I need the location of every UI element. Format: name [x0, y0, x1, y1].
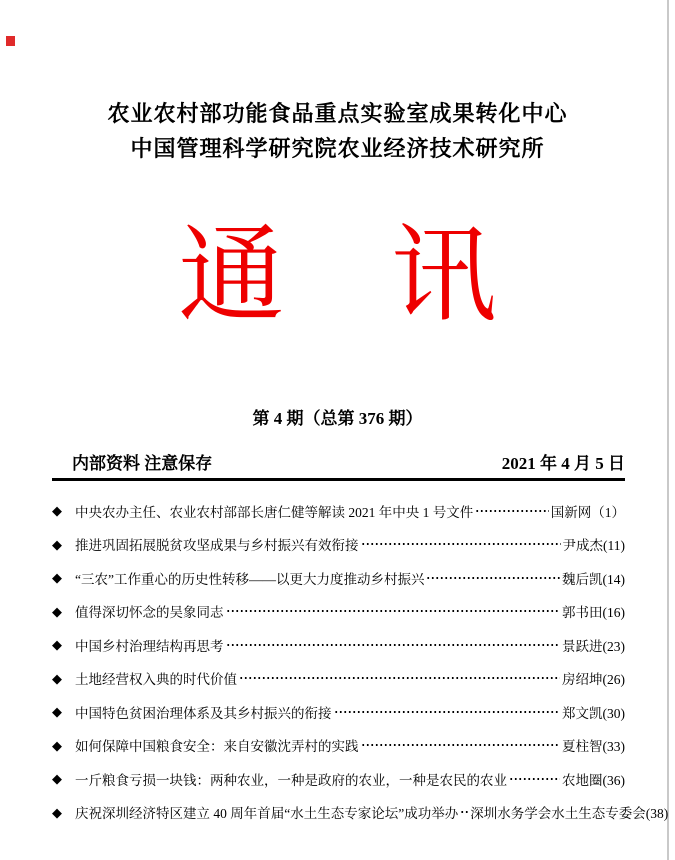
toc-item-source: 魏后凯(14) — [562, 571, 625, 587]
table-of-contents — [52, 494, 669, 829]
divider-rule — [52, 478, 625, 481]
toc-row — [52, 729, 625, 763]
diamond-bullet-icon: ◆ — [52, 737, 62, 753]
toc-item-source: 农地圈(36) — [562, 772, 625, 788]
org-line-2: 中国管理科学研究院农业经济技术研究所 — [130, 136, 545, 161]
diamond-bullet-icon: ◆ — [52, 704, 62, 720]
diamond-bullet-icon: ◆ — [52, 503, 62, 519]
toc-leader-dots — [226, 604, 561, 618]
red-scan-mark — [6, 36, 15, 46]
toc-item-title: 值得深切怀念的吴象同志 — [75, 605, 224, 621]
organization-header — [0, 96, 675, 166]
diamond-bullet-icon: ◆ — [52, 771, 62, 787]
toc-leader-dots — [460, 805, 468, 819]
toc-item-title: 土地经营权入典的时代价值 — [75, 672, 237, 688]
toc-item-source: 景跃进(23) — [562, 638, 625, 654]
toc-item-source: 房绍坤(26) — [562, 672, 625, 688]
toc-item-title: 庆祝深圳经济特区建立 40 周年首届“水土生态专家论坛”成功举办 — [75, 806, 459, 822]
toc-leader-dots — [361, 537, 561, 551]
toc-item-source: 郑文凯(30) — [562, 705, 625, 721]
toc-leader-dots — [334, 705, 561, 719]
toc-leader-dots — [226, 638, 561, 652]
info-bar — [72, 449, 625, 474]
toc-row — [52, 796, 669, 830]
toc-item-title: 如何保障中国粮食安全：来自安徽沈弄村的实践 — [75, 739, 359, 755]
toc-leader-dots — [475, 504, 549, 518]
diamond-bullet-icon: ◆ — [52, 536, 62, 552]
issue-number: 第 4 期（总第 376 期） — [252, 409, 423, 428]
toc-row — [52, 662, 625, 696]
toc-leader-dots — [239, 671, 560, 685]
toc-item-source: 尹成杰(11) — [562, 538, 625, 554]
internal-material-note: 内部资料 注意保存 — [72, 454, 213, 473]
toc-row — [52, 695, 625, 729]
toc-item-source: 郭书田(16) — [562, 605, 625, 621]
publish-date: 2021 年 4 月 5 日 — [501, 454, 625, 473]
diamond-bullet-icon: ◆ — [52, 603, 62, 619]
toc-item-title: 中国乡村治理结构再思考 — [75, 638, 224, 654]
diamond-bullet-icon: ◆ — [52, 570, 62, 586]
toc-item-title: 推进巩固拓展脱贫攻坚成果与乡村振兴有效衔接 — [75, 538, 359, 554]
toc-leader-dots — [361, 738, 561, 752]
toc-row — [52, 595, 625, 629]
toc-item-title: 中国特色贫困治理体系及其乡村振兴的衔接 — [75, 705, 332, 721]
toc-row — [52, 762, 625, 796]
masthead-title: 通 讯 — [178, 218, 497, 335]
toc-item-title: 一斤粮食亏损一块钱：两种农业，一种是政府的农业，一种是农民的农业 — [75, 772, 507, 788]
toc-row — [52, 561, 625, 595]
toc-row — [52, 628, 625, 662]
toc-leader-dots — [509, 772, 560, 786]
toc-item-source: 夏柱智(33) — [562, 739, 625, 755]
diamond-bullet-icon: ◆ — [52, 804, 62, 820]
toc-row — [52, 494, 625, 528]
org-line-1: 农业农村部功能食品重点实验室成果转化中心 — [107, 101, 568, 126]
toc-leader-dots — [426, 571, 560, 585]
toc-item-source: 国新网（1） — [550, 504, 625, 520]
toc-item-title: “三农”工作重心的历史性转移——以更大力度推动乡村振兴 — [75, 571, 425, 587]
toc-item-title: 中央农办主任、农业农村部部长唐仁健等解读 2021 年中央 1 号文件 — [75, 504, 474, 520]
toc-row — [52, 528, 625, 562]
diamond-bullet-icon: ◆ — [52, 670, 62, 686]
toc-item-source: 深圳水务学会水土生态专委会(38) — [470, 806, 669, 822]
diamond-bullet-icon: ◆ — [52, 637, 62, 653]
